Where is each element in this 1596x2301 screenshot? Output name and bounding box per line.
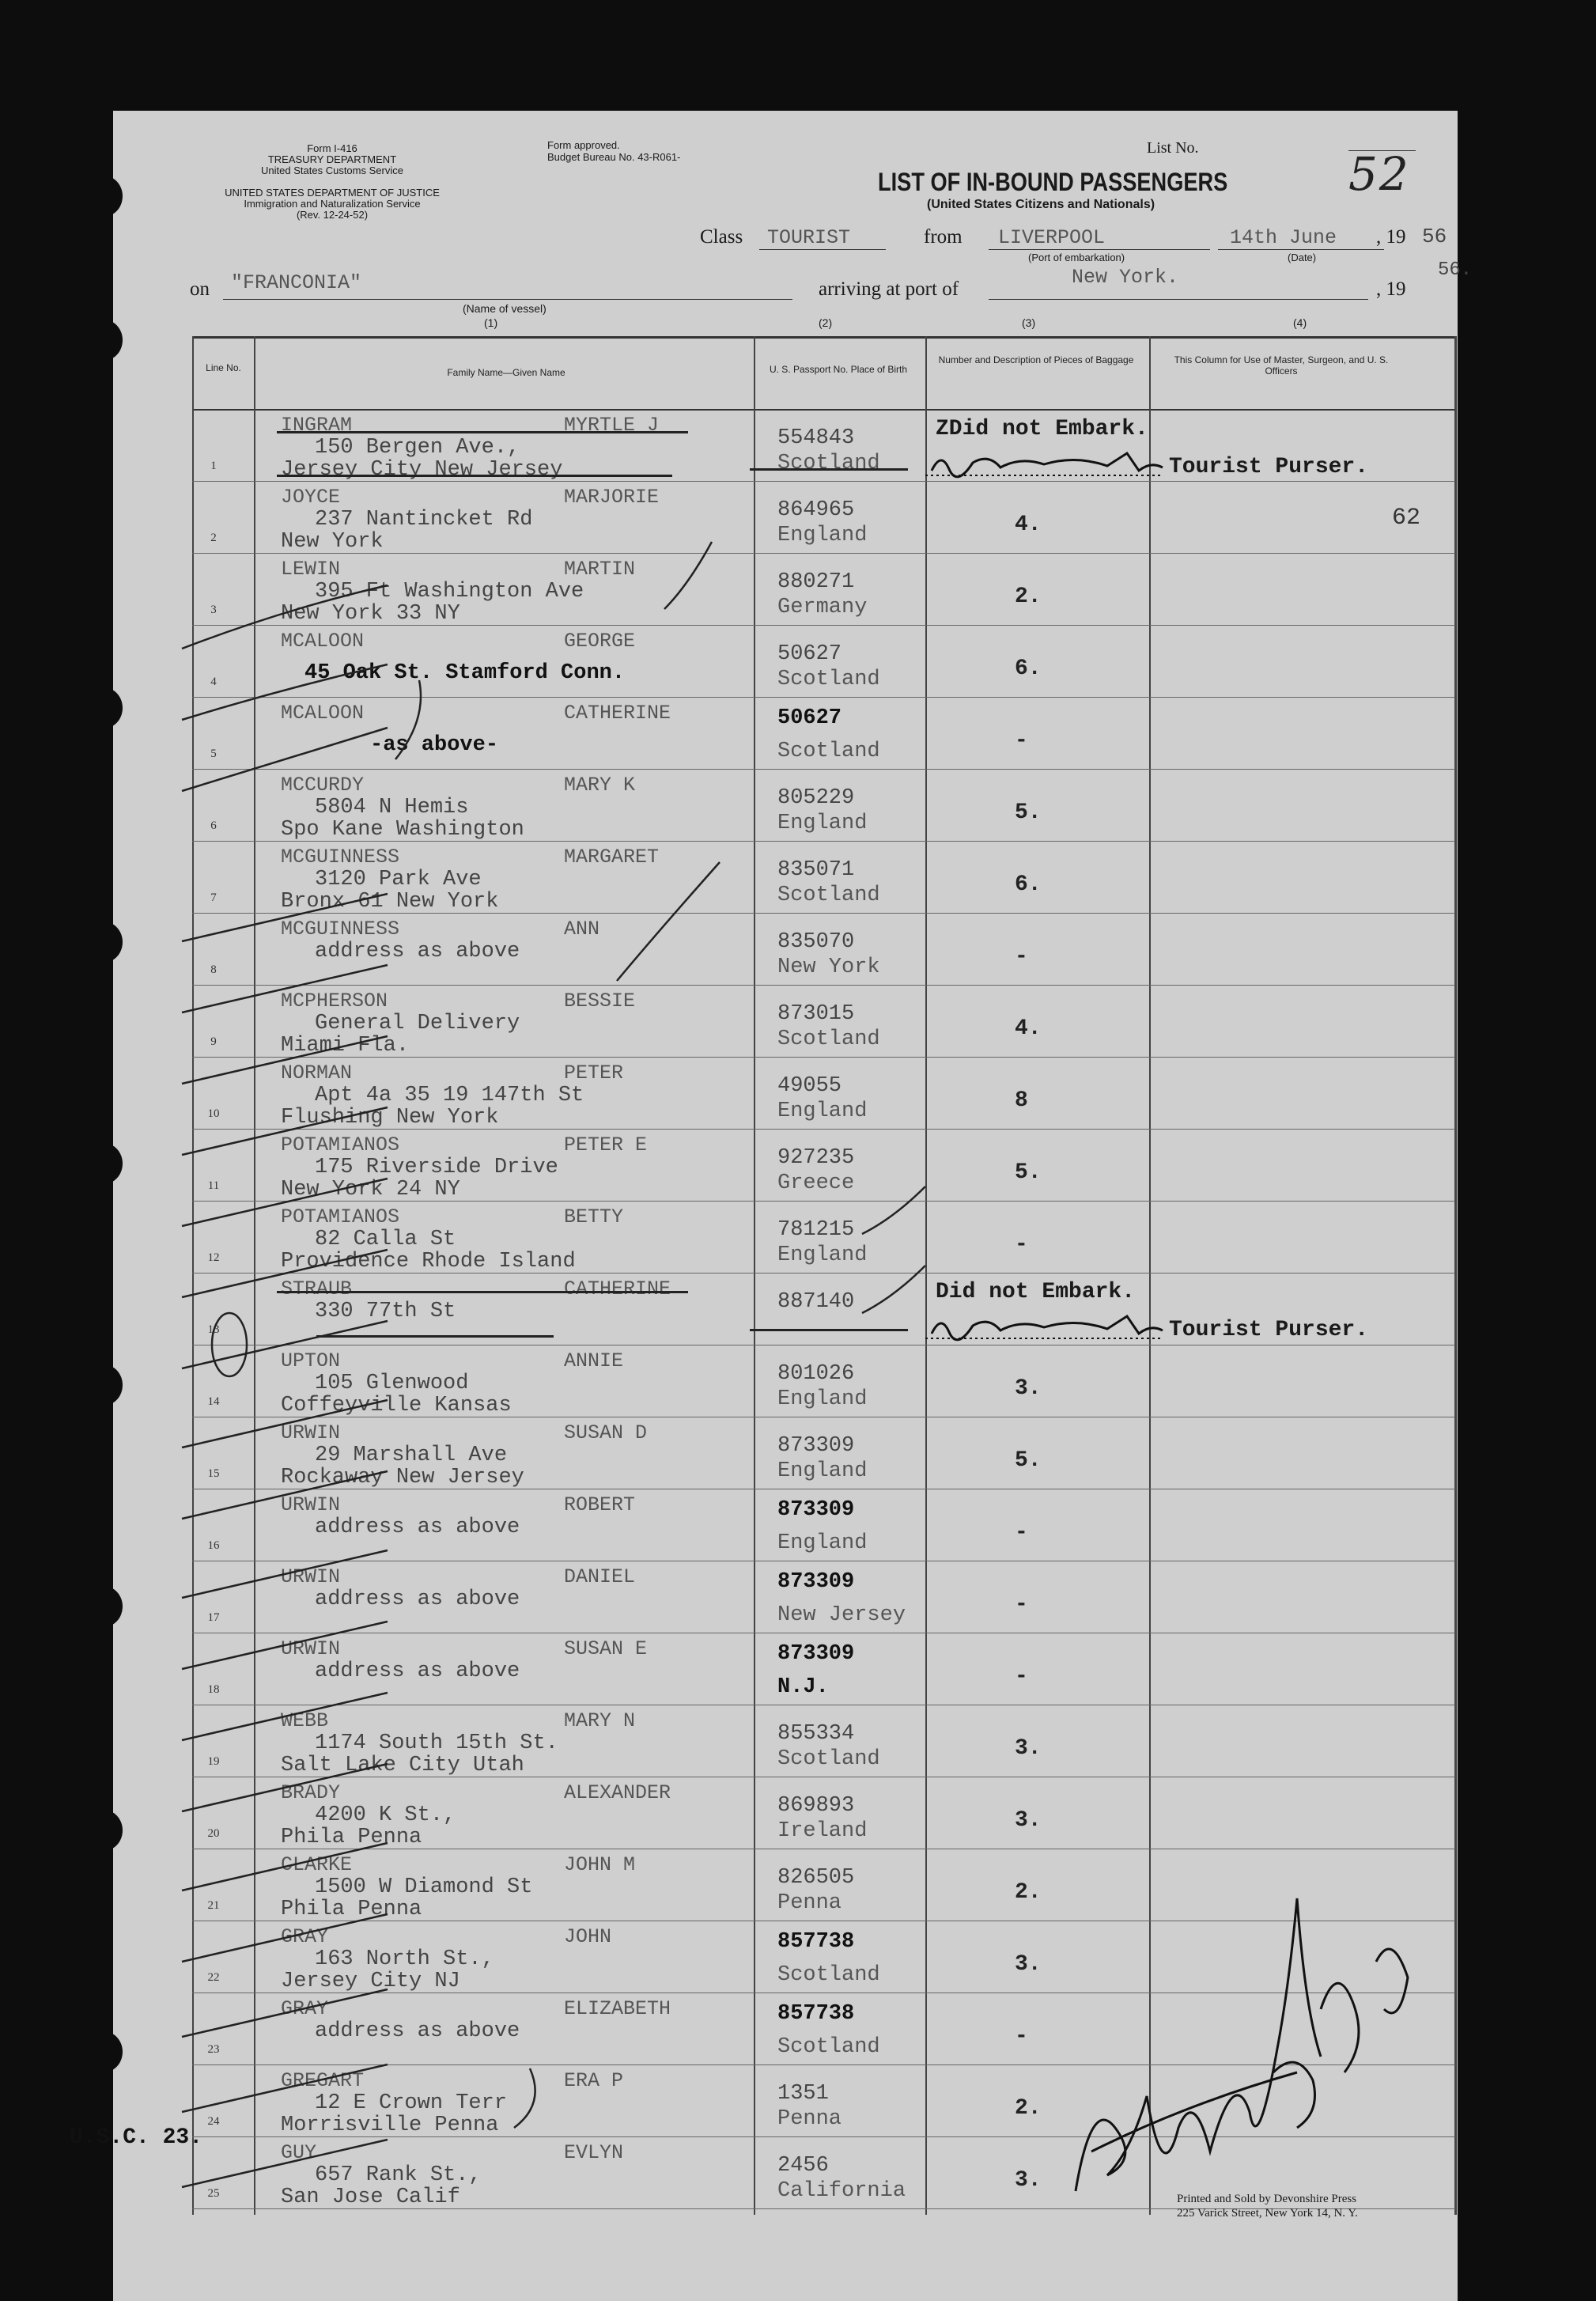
given-name: PETER [564, 1062, 624, 1084]
punch-hole [85, 922, 123, 963]
line-number: 10 [207, 1107, 220, 1120]
given-name: ERA P [564, 2069, 624, 2092]
vessel-name: "FRANCONIA" [231, 271, 362, 294]
place-of-birth: California [777, 2179, 906, 2203]
family-name: CLARKE [281, 1853, 353, 1876]
family-name: URWIN [281, 1493, 341, 1516]
printer-line1: Printed and Sold by Devonshire Press [1177, 2193, 1357, 2205]
place-of-birth: Penna [777, 1891, 842, 1915]
address-line2: Morrisville Penna [281, 2114, 499, 2137]
line-number: 20 [207, 1827, 220, 1840]
from-label: from [924, 226, 963, 248]
passport-number: 801026 [777, 1362, 855, 1386]
line-number: 16 [207, 1539, 220, 1552]
address-line1: 4200 K St., [315, 1803, 456, 1827]
given-name: GEORGE [564, 630, 636, 653]
place-of-birth: Scotland [777, 1028, 880, 1051]
family-name: URWIN [281, 1421, 341, 1444]
given-name: ROBERT [564, 1493, 636, 1516]
address-line1: address as above [315, 1588, 520, 1611]
passport-number: 835070 [777, 930, 855, 954]
printer-line2: 225 Varick Street, New York 14, N. Y. [1177, 2207, 1358, 2220]
page-title: LIST OF IN-BOUND PASSENGERS [878, 168, 1228, 196]
place-of-birth: England [777, 1099, 868, 1123]
arriving-label: arriving at port of [819, 278, 959, 300]
address-line1: 395 Ft Washington Ave [315, 580, 584, 604]
passport-number: 864965 [777, 498, 855, 522]
passport-number: 855334 [777, 1722, 855, 1746]
family-name: GRAY [281, 1925, 329, 1948]
punch-hole [85, 1810, 123, 1851]
place-of-birth: Scotland [777, 1963, 880, 1987]
address-line1: 330 77th St [315, 1300, 456, 1323]
list-number: 52 [1348, 147, 1410, 201]
on-label: on [190, 278, 210, 300]
place-of-birth: England [777, 1459, 868, 1483]
family-name: MCGUINNESS [281, 918, 400, 940]
given-name: MARTIN [564, 558, 636, 581]
address-line2: Rockaway New Jersey [281, 1466, 524, 1489]
list-no-label: List No. [1147, 139, 1199, 157]
passport-number: 49055 [777, 1074, 842, 1098]
address-line1: 82 Calla St [315, 1228, 456, 1251]
address-line1: 1174 South 15th St. [315, 1731, 558, 1755]
line-number: 9 [210, 1035, 217, 1048]
passport-number: 880271 [777, 570, 855, 594]
address-line1: 29 Marshall Ave [315, 1444, 508, 1467]
strike-row1-a [277, 431, 688, 433]
address-line2: Jersey City NJ [281, 1970, 460, 1993]
baggage-count: 3. [1015, 1952, 1042, 1977]
address-line1: -as above- [370, 733, 499, 757]
family-name: STRAUB [281, 1277, 353, 1300]
line-number: 3 [210, 604, 217, 616]
place-of-birth: England [777, 524, 868, 547]
address-line1: 175 Riverside Drive [315, 1156, 558, 1179]
family-name: MCGUINNESS [281, 846, 400, 869]
family-name: GRAY [281, 1997, 329, 2020]
place-of-birth: Scotland [777, 884, 880, 907]
given-name: MARY N [564, 1709, 636, 1732]
year-label: , 19 [1376, 226, 1406, 248]
passport-number: 873309 [777, 1570, 855, 1594]
baggage-count: 5. [1015, 1160, 1042, 1185]
baggage-count: 3. [1015, 1736, 1042, 1761]
justice-dept: UNITED STATES DEPARTMENT OF JUSTICE [225, 187, 440, 199]
passport-number: 869893 [777, 1794, 855, 1818]
baggage-count: 3. [1015, 2168, 1042, 2193]
family-name: POTAMIANOS [281, 1133, 400, 1156]
passport-number: 857738 [777, 2002, 855, 2026]
baggage-count: 6. [1015, 657, 1042, 681]
baggage-count: 2. [1015, 585, 1042, 609]
address-line2: Coffeyville Kansas [281, 1394, 512, 1417]
year2-value: 56. [1438, 259, 1473, 281]
line-number: 18 [207, 1683, 220, 1696]
col1-number: (1) [484, 316, 498, 329]
line-number: 25 [207, 2187, 220, 2200]
line-number: 15 [207, 1467, 220, 1480]
line-number: 7 [210, 891, 217, 904]
inspector-signature [1060, 1890, 1424, 2223]
baggage-count: - [1015, 2024, 1028, 2049]
given-name: BETTY [564, 1205, 624, 1228]
passport-number: 826505 [777, 1866, 855, 1890]
address-line2: Flushing New York [281, 1106, 499, 1130]
address-line1: 45 Oak St. Stamford Conn. [304, 661, 626, 685]
baggage-count: 3. [1015, 1808, 1042, 1833]
family-name: BRADY [281, 1781, 341, 1804]
punch-hole [85, 320, 123, 361]
place-of-birth: England [777, 812, 868, 835]
col4-number: (4) [1293, 316, 1307, 329]
baggage-count: 4. [1015, 1016, 1042, 1041]
address-line2: New York 24 NY [281, 1178, 460, 1202]
family-name: WEBB [281, 1709, 329, 1732]
address-line1: address as above [315, 2019, 520, 2043]
page-subtitle: (United States Citizens and Nationals) [927, 198, 1155, 211]
address-line1: 3120 Park Ave [315, 868, 482, 891]
form-approved: Form approved. [547, 139, 620, 151]
line-number: 4 [210, 676, 217, 688]
address-line2: Phila Penna [281, 1898, 422, 1921]
passport-number: 873015 [777, 1002, 855, 1026]
passport-number: 805229 [777, 786, 855, 810]
did-not-embark-row13: Did not Embark. [936, 1280, 1136, 1304]
address-line1: 105 Glenwood [315, 1372, 469, 1395]
baggage-count: 3. [1015, 1376, 1042, 1401]
usc-code: U.S.C. 23. [70, 2125, 203, 2150]
col-header-passport: U. S. Passport No. Place of Birth [769, 364, 908, 375]
line-number: 13 [207, 1323, 220, 1336]
purser-signature-row13 [925, 1310, 1171, 1342]
place-of-birth: England [777, 1243, 868, 1267]
given-name: PETER E [564, 1133, 648, 1156]
class-value: TOURIST [767, 226, 851, 249]
given-name: SUSAN D [564, 1421, 648, 1444]
given-name: EVLYN [564, 2141, 624, 2164]
punch-hole [85, 2031, 123, 2072]
place-of-birth: England [777, 1531, 868, 1555]
baggage-count: 2. [1015, 2096, 1042, 2121]
date-value: 14th June [1230, 226, 1337, 249]
place-of-birth: Scotland [777, 740, 880, 763]
given-name: CATHERINE [564, 702, 671, 725]
family-name: POTAMIANOS [281, 1205, 400, 1228]
line-number: 17 [207, 1611, 220, 1624]
customs-service: United States Customs Service [261, 165, 403, 176]
purser-signature-row1 [925, 447, 1171, 479]
punch-hole [85, 1143, 123, 1184]
punch-hole [85, 687, 123, 729]
line-number: 8 [210, 963, 217, 976]
tourist-purser-row1: Tourist Purser. [1169, 455, 1369, 479]
passport-number: 781215 [777, 1218, 855, 1242]
baggage-count: 4. [1015, 513, 1042, 537]
treasury-dept: TREASURY DEPARTMENT [267, 153, 397, 165]
passport-number: 857738 [777, 1930, 855, 1954]
from-line [989, 249, 1210, 250]
vessel-caption: (Name of vessel) [463, 302, 546, 315]
col-header-line: Line No. [206, 362, 241, 373]
address-line1: 237 Nantincket Rd [315, 508, 533, 532]
baggage-count: 5. [1015, 800, 1042, 825]
table-top-rule [192, 336, 1455, 339]
given-name: MYRTLE J [564, 414, 660, 437]
baggage-count: - [1015, 944, 1028, 969]
punch-hole [85, 1364, 123, 1406]
line-number: 11 [207, 1179, 220, 1192]
date-caption: (Date) [1288, 252, 1317, 263]
line-number: 21 [207, 1899, 220, 1912]
address-line1: 1500 W Diamond St [315, 1875, 533, 1899]
address-line1: 150 Bergen Ave., [315, 436, 520, 460]
given-name: MARJORIE [564, 486, 660, 509]
col2-number: (2) [819, 316, 833, 329]
place-of-birth: Scotland [777, 1747, 880, 1771]
place-of-birth: Scotland [777, 2035, 880, 2059]
line-number: 2 [210, 532, 217, 544]
form-number: Form I-416 [307, 142, 357, 154]
line-number: 6 [210, 819, 217, 832]
given-name: SUSAN E [564, 1637, 648, 1660]
baggage-count: - [1015, 729, 1028, 753]
col-header-baggage: Number and Description of Pieces of Baggage [938, 354, 1134, 365]
baggage-count: - [1015, 1592, 1028, 1617]
date-line [1218, 249, 1384, 250]
given-name: ELIZABETH [564, 1997, 671, 2020]
budget-bureau: Budget Bureau No. 43-R061- [547, 151, 681, 163]
family-name: GUY [281, 2141, 317, 2164]
arriving-line [989, 299, 1368, 300]
address-line2: Salt Lake City Utah [281, 1754, 524, 1777]
baggage-count: 2. [1015, 1880, 1042, 1905]
line-number: 19 [207, 1755, 220, 1768]
punch-hole [85, 1586, 123, 1627]
family-name: URWIN [281, 1565, 341, 1588]
baggage-count: - [1015, 1664, 1028, 1689]
given-name: JOHN [564, 1925, 612, 1948]
address-line1: address as above [315, 940, 520, 963]
address-line2: New York 33 NY [281, 602, 460, 626]
family-name: NORMAN [281, 1062, 353, 1084]
class-line [759, 249, 886, 250]
col-header-name: Family Name—Given Name [447, 367, 565, 378]
given-name: ANN [564, 918, 600, 940]
place-of-birth: Greece [777, 1171, 855, 1195]
address-line2: Spo Kane Washington [281, 818, 524, 842]
passport-number: 887140 [777, 1290, 855, 1314]
embark-caption: (Port of embarkation) [1028, 252, 1125, 263]
address-line1: address as above [315, 1516, 520, 1539]
family-name: URWIN [281, 1637, 341, 1660]
baggage-count: 8 [1015, 1088, 1028, 1113]
passport-number: 873309 [777, 1642, 855, 1666]
baggage-count: 5. [1015, 1448, 1042, 1473]
line-number: 14 [207, 1395, 220, 1408]
passport-number: 873309 [777, 1434, 855, 1458]
line-number: 5 [210, 747, 217, 760]
address-line2: Bronx 61 New York [281, 890, 499, 914]
passport-number: 554843 [777, 426, 855, 450]
passport-number: 835071 [777, 858, 855, 882]
given-name: ALEXANDER [564, 1781, 671, 1804]
passport-number: 873309 [777, 1498, 855, 1522]
revision: (Rev. 12-24-52) [296, 209, 369, 221]
given-name: MARY K [564, 774, 636, 797]
address-line1: 12 E Crown Terr [315, 2091, 508, 2115]
line-number: 1 [210, 460, 217, 472]
address-line1: address as above [315, 1660, 520, 1683]
passport-number: 50627 [777, 642, 842, 666]
address-line1: 657 Rank St., [315, 2163, 482, 2187]
tourist-purser-row13: Tourist Purser. [1169, 1318, 1369, 1342]
year2-label: , 19 [1376, 278, 1406, 300]
given-name: JOHN M [564, 1853, 636, 1876]
officer-note: 62 [1392, 505, 1421, 532]
baggage-count: - [1015, 1232, 1028, 1257]
col3-number: (3) [1022, 316, 1036, 329]
line-number: 22 [207, 1971, 220, 1984]
given-name: BESSIE [564, 990, 636, 1012]
given-name: ANNIE [564, 1349, 624, 1372]
family-name: UPTON [281, 1349, 341, 1372]
address-line1: General Delivery [315, 1012, 520, 1035]
vessel-line [223, 299, 792, 300]
baggage-count: - [1015, 1520, 1028, 1545]
baggage-count: 6. [1015, 872, 1042, 897]
did-not-embark-row1: ZDid not Embark. [936, 417, 1148, 441]
address-line2: San Jose Calif [281, 2186, 460, 2209]
family-name: JOYCE [281, 486, 341, 509]
family-name: GREGART [281, 2069, 365, 2092]
family-name: MCALOON [281, 702, 365, 725]
family-name: MCPHERSON [281, 990, 388, 1012]
address-line2: Miami Fla. [281, 1034, 410, 1058]
given-name: DANIEL [564, 1565, 636, 1588]
from-value: LIVERPOOL [998, 226, 1106, 249]
line-number: 12 [207, 1251, 220, 1264]
place-of-birth: Scotland [777, 452, 880, 475]
passport-number: 2456 [777, 2154, 829, 2178]
family-name: LEWIN [281, 558, 341, 581]
arriving-port: New York. [1072, 266, 1179, 289]
line-number: 23 [207, 2043, 220, 2056]
strike-row1-c [750, 468, 908, 471]
year-value: 56 [1422, 225, 1447, 248]
place-of-birth: Germany [777, 596, 868, 619]
place-of-birth: Penna [777, 2107, 842, 2131]
place-of-birth: New Jersey [777, 1603, 906, 1627]
family-name: MCALOON [281, 630, 365, 653]
address-line1: Apt 4a 35 19 147th St [315, 1084, 584, 1107]
given-name: CATHERINE [564, 1277, 671, 1300]
line-number: 24 [207, 2115, 220, 2128]
address-line1: 163 North St., [315, 1947, 494, 1971]
address-line2: Providence Rhode Island [281, 1250, 576, 1273]
passport-number: 50627 [777, 706, 842, 730]
place-of-birth: Scotland [777, 668, 880, 691]
address-line2: Jersey City New Jersey [281, 458, 563, 482]
family-name: MCCURDY [281, 774, 365, 797]
given-name: MARGARET [564, 846, 660, 869]
family-name: INGRAM [281, 414, 353, 437]
col-header-officers: This Column for Use of Master, Surgeon, and U. S. Officers [1174, 354, 1389, 377]
place-of-birth: New York [777, 956, 880, 979]
class-label: Class [700, 226, 743, 248]
ins: Immigration and Naturalization Service [244, 198, 421, 210]
punch-hole [85, 176, 123, 217]
place-of-birth: N.J. [777, 1675, 829, 1699]
passport-number: 927235 [777, 1146, 855, 1170]
handwritten-tick-marks [166, 475, 957, 2215]
place-of-birth: Ireland [777, 1819, 868, 1843]
place-of-birth: England [777, 1387, 868, 1411]
address-line2: New York [281, 530, 384, 554]
passport-number: 1351 [777, 2082, 829, 2106]
address-line2: Phila Penna [281, 1826, 422, 1849]
address-line1: 5804 N Hemis [315, 796, 469, 819]
